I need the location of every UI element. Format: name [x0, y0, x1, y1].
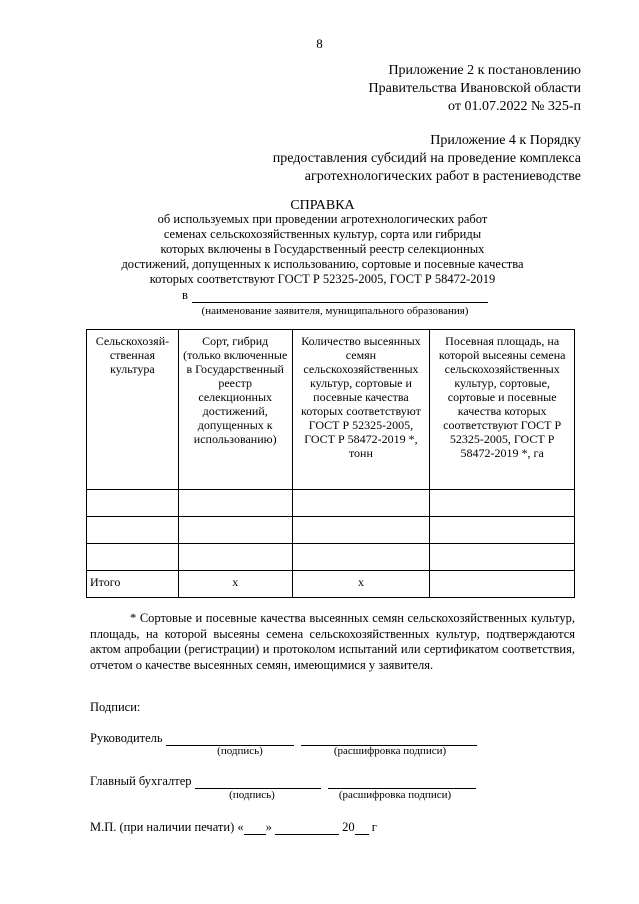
- table-cell: [430, 544, 575, 571]
- table-header-row: [87, 330, 575, 490]
- subtitle-line2: семенах сельскохозяйственных культур, сорта или гибриды: [163, 227, 482, 241]
- accountant-decode-caption: (расшифровка подписи): [338, 789, 452, 801]
- applicant-hint: (наименование заявителя, муниципального образования): [201, 305, 469, 317]
- footnote: * Сортовые и посевные качества высеянных семян сельскохозяйственных культур, площадь, на которой высеяны семена сельскохозяйственных культур, подтверждаются актом апробации (регистрации) и протоколом испытаний или сертификатом соответствия, отчетом о качестве высеянных семян, имеющимися у заявителя.: [90, 611, 575, 672]
- appendix-4-line3: агротехнологических работ в растениеводстве: [304, 169, 581, 184]
- document-title: СПРАВКА: [290, 198, 355, 213]
- table-cell: [87, 517, 179, 544]
- applicant-prefix: в: [182, 288, 188, 302]
- stamp-mid: »: [265, 820, 272, 834]
- subtitle-line1: об используемых при проведении агротехнологических работ: [157, 212, 488, 226]
- table-row: [87, 544, 575, 571]
- page-number: 8: [316, 36, 323, 51]
- table-cell: [292, 490, 430, 517]
- table-cell: [178, 517, 292, 544]
- signatures-label: Подписи:: [90, 700, 141, 714]
- head-decode-caption: (расшифровка подписи): [333, 745, 447, 757]
- seeds-table: [86, 329, 575, 598]
- table-row: [87, 490, 575, 517]
- stamp-year: 20: [342, 820, 355, 834]
- day-blank: [244, 823, 266, 835]
- table-cell: [292, 544, 430, 571]
- stamp-date-row: [90, 820, 377, 835]
- header-crop: Сельскохозяй-ственная культура: [87, 330, 179, 490]
- applicant-blank-line: [192, 291, 488, 303]
- head-label: Руководитель: [90, 731, 163, 745]
- head-signature-caption: (подпись): [217, 745, 263, 757]
- table-cell: [87, 490, 179, 517]
- document-subtitle: [80, 212, 565, 287]
- total-quantity-x: x: [292, 571, 430, 598]
- accountant-signature-line: [195, 776, 321, 789]
- appendix-4-line2: предоставления субсидий на проведение комплекса: [272, 151, 581, 166]
- head-signature-row: [90, 731, 477, 746]
- table-cell: [87, 544, 179, 571]
- appendix-2-line3: от 01.07.2022 № 325-п: [448, 99, 581, 114]
- appendix-2-line2: Правительства Ивановской области: [368, 81, 581, 96]
- subtitle-line4: достижений, допущенных к использованию, сортовые и посевные качества: [121, 257, 524, 271]
- table-cell: [178, 544, 292, 571]
- total-variety-x: x: [178, 571, 292, 598]
- accountant-decode-line: [328, 776, 476, 789]
- table-cell: [178, 490, 292, 517]
- appendix-2-line1: Приложение 2 к постановлению: [388, 63, 581, 78]
- stamp-prefix: М.П. (при наличии печати) «: [90, 820, 244, 834]
- applicant-field: [182, 288, 488, 303]
- header-quantity: Количество высеянных семян сельскохозяйственных культур, сортовые и посевные качества которых соответствуют ГОСТ Р 52325-2005, ГОСТ Р 58472-2019 *, тонн: [292, 330, 430, 490]
- header-variety: Сорт, гибрид (только включенные в Государственный реестр селекционных достижений, допущенных к использованию): [178, 330, 292, 490]
- stamp-suffix: г: [371, 820, 377, 834]
- subtitle-line5: которых соответствуют ГОСТ Р 52325-2005, ГОСТ Р 58472-2019: [149, 272, 496, 286]
- accountant-signature-row: [90, 774, 476, 789]
- appendix-2-header: [369, 62, 581, 116]
- table-total-row: [87, 571, 575, 598]
- accountant-label: Главный бухгалтер: [90, 774, 192, 788]
- year-blank: [355, 823, 369, 835]
- total-area: [430, 571, 575, 598]
- table-cell: [292, 517, 430, 544]
- table-cell: [430, 517, 575, 544]
- header-area: Посевная площадь, на которой высеяны семена сельскохозяйственных культур, сортовые, сортовые и посевные качества которых соответствуют ГОСТ Р 52325-2005, ГОСТ Р 58472-2019 *, га: [430, 330, 575, 490]
- table-cell: [430, 490, 575, 517]
- accountant-signature-caption: (подпись): [229, 789, 275, 801]
- total-label: Итого: [87, 571, 179, 598]
- appendix-4-line1: Приложение 4 к Порядку: [430, 133, 581, 148]
- table-row: [87, 517, 575, 544]
- subtitle-line3: которых включены в Государственный реестр селекционных: [160, 242, 485, 256]
- month-blank: [275, 823, 339, 835]
- appendix-4-header: [273, 132, 581, 186]
